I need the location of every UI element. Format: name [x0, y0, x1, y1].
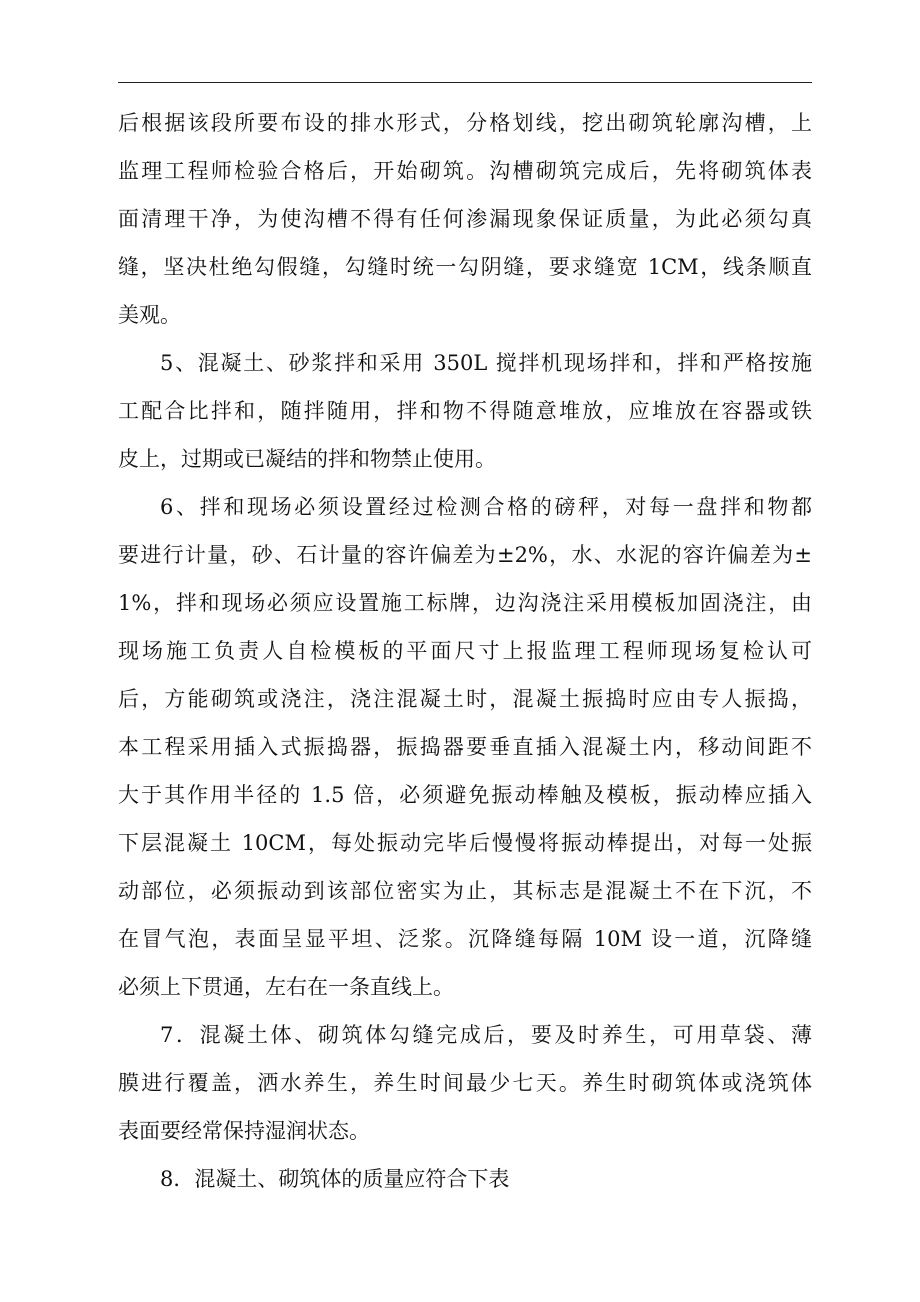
text-line: 工配合比拌和，随拌随用，拌和物不得随意堆放，应堆放在容器或铁 — [118, 399, 812, 423]
text-line: 本工程采用插入式振捣器，振捣器要垂直插入混凝土内，移动间距不 — [118, 735, 812, 759]
text-line: 皮上，过期或已凝结的拌和物禁止使用。 — [118, 447, 496, 471]
text-line: 缝，坚决杜绝勾假缝，勾缝时统一勾阴缝，要求缝宽 1CM，线条顺直 — [118, 255, 812, 279]
text-line: 后根据该段所要布设的排水形式，分格划线，挖出砌筑轮廓沟槽，上 — [118, 111, 812, 135]
text-line: 美观。 — [118, 303, 181, 327]
text-line: 动部位，必须振动到该部位密实为止，其标志是混凝土不在下沉，不 — [118, 879, 812, 903]
text-line: 1%，拌和现场必须应设置施工标牌，边沟浇注采用模板加固浇注，由 — [118, 591, 812, 615]
text-line: 监理工程师检验合格后，开始砌筑。沟槽砌筑完成后，先将砌筑体表 — [118, 159, 812, 183]
text-line: 要进行计量，砂、石计量的容许偏差为±2%，水、水泥的容许偏差为± — [118, 543, 812, 567]
paragraph-6-first-line: 6、拌和现场必须设置经过检测合格的磅秤，对每一盘拌和物都 — [160, 495, 812, 519]
text-line: 表面要经常保持湿润状态。 — [118, 1119, 370, 1143]
paragraph-7-first-line: 7．混凝土体、砌筑体勾缝完成后，要及时养生，可用草袋、薄 — [160, 1023, 812, 1047]
header-rule — [118, 82, 812, 83]
text-line: 面清理干净，为使沟槽不得有任何渗漏现象保证质量，为此必须勾真 — [118, 207, 812, 231]
text-line: 现场施工负责人自检模板的平面尺寸上报监理工程师现场复检认可 — [118, 639, 812, 663]
text-line: 在冒气泡，表面呈显平坦、泛浆。沉降缝每隔 10M 设一道，沉降缝 — [118, 927, 812, 951]
text-line: 大于其作用半径的 1.5 倍，必须避免振动棒触及模板，振动棒应插入 — [118, 783, 812, 807]
text-line: 必须上下贯通，左右在一条直线上。 — [118, 975, 454, 999]
paragraph-5-first-line: 5、混凝土、砂浆拌和采用 350L 搅拌机现场拌和，拌和严格按施 — [160, 351, 812, 375]
text-line: 下层混凝土 10CM，每处振动完毕后慢慢将振动棒提出，对每一处振 — [118, 831, 812, 855]
text-line: 膜进行覆盖，洒水养生，养生时间最少七天。养生时砌筑体或浇筑体 — [118, 1071, 812, 1095]
text-line: 后，方能砌筑或浇注，浇注混凝土时，混凝土振捣时应由专人振捣， — [118, 687, 812, 711]
paragraph-8-first-line: 8．混凝土、砌筑体的质量应符合下表 — [160, 1167, 510, 1191]
